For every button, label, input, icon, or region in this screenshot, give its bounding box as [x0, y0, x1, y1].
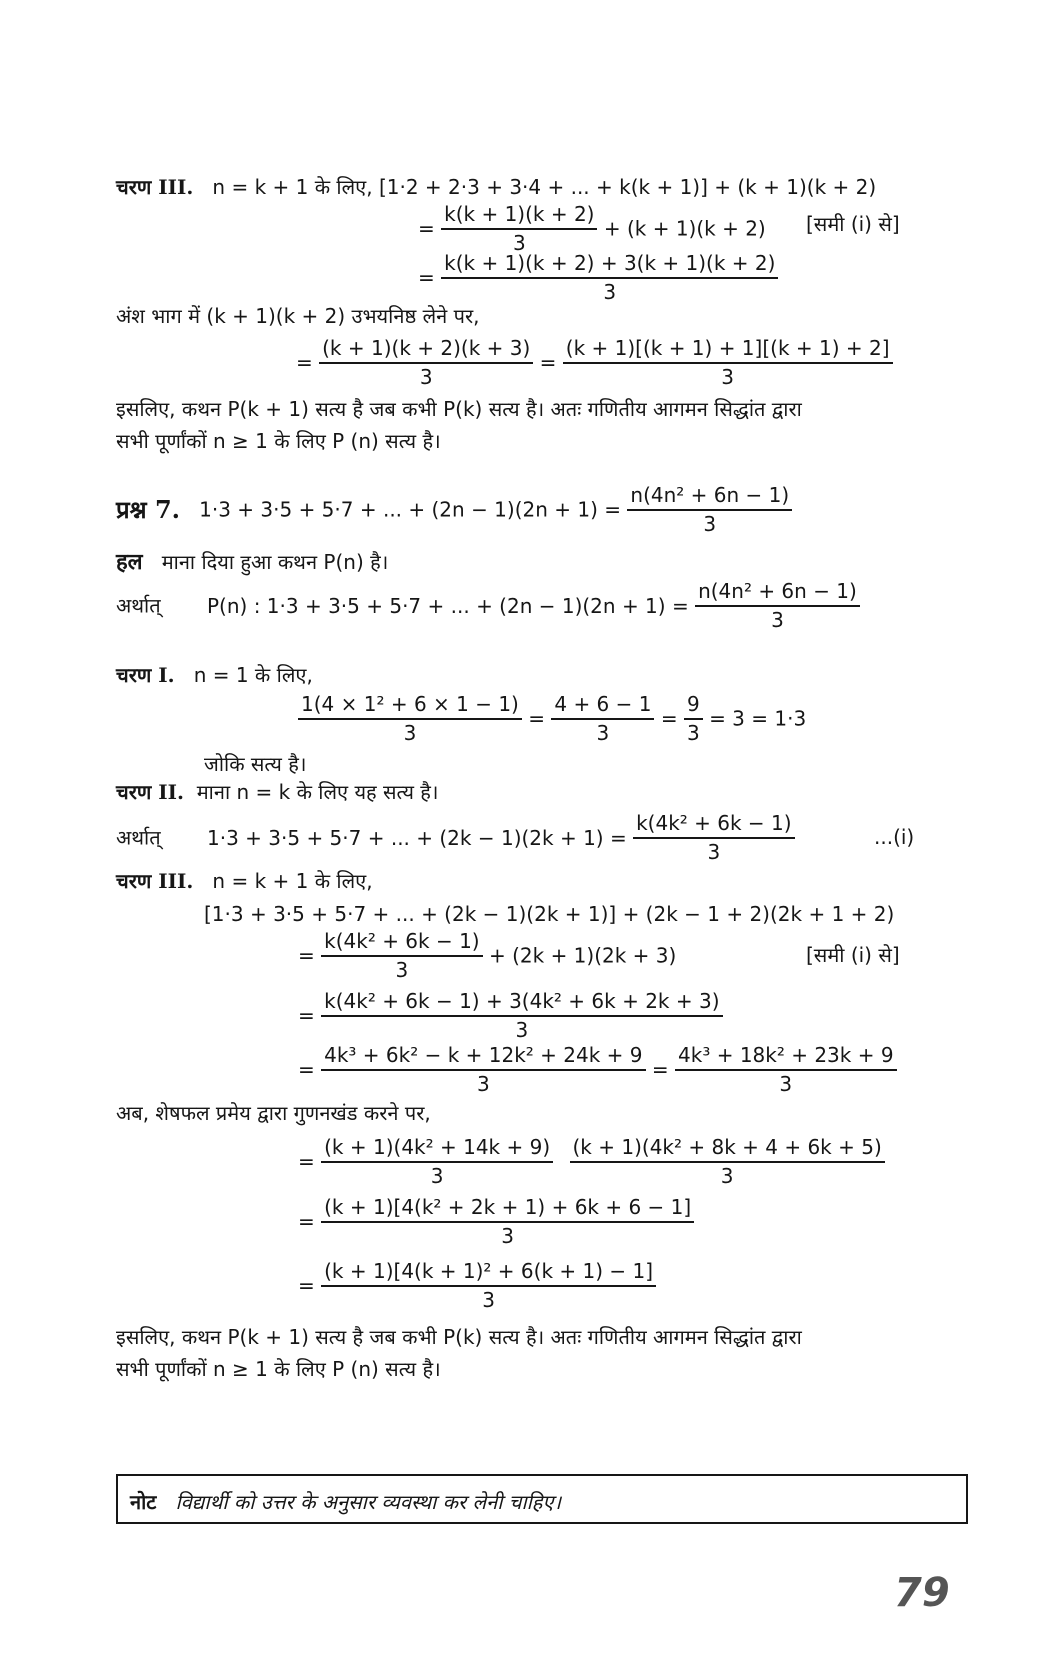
denominator: 3 — [707, 840, 721, 864]
denominator: 3 — [596, 721, 610, 745]
step3-label-prev: चरण III. — [116, 175, 194, 199]
fraction — [321, 1136, 553, 1188]
denominator: 3 — [482, 1288, 495, 1312]
paragraph-text: अब, शेषफल प्रमेय द्वारा गुणनखंड करने पर, — [116, 1101, 431, 1125]
fraction — [321, 990, 722, 1042]
numerator: (k + 1)[(k + 1) + 1][(k + 1) + 2] — [563, 337, 893, 364]
fraction — [627, 484, 792, 536]
equation-line: = $\frac{\text{(k + 1)[4(k + 1)² + 6(k + 1) − 1]}}{3}$ — [298, 1260, 656, 1312]
numerator: (k + 1)(k + 2)(k + 3) — [319, 337, 533, 364]
equation-reference: ...(i) — [874, 825, 915, 849]
equation-line: = $\frac{k(k + 1)(k + 2) + 3(k + 1)(k + 2)}{3}$ — [418, 252, 778, 304]
question-label: प्रश्न 7. — [116, 495, 181, 525]
numerator: 4k³ + 18k² + 23k + 9 — [675, 1044, 897, 1071]
step1-equation: $\frac{\text{1(4 × 1² + 6 × 1 − 1)}}{3}$ = $\frac{4 + 6 - 1}{3}$ = $\frac{9}{3}$ = 3 = 1·3 — [298, 693, 806, 745]
fraction — [441, 252, 778, 304]
fraction — [684, 693, 703, 745]
numerator: 1(4 × 1² + 6 × 1 − 1) — [298, 693, 522, 720]
note-content — [130, 1488, 561, 1515]
numerator: (k + 1)[4(k + 1)² + 6(k + 1) − 1] — [321, 1260, 656, 1287]
numerator: k(4k² + 6k − 1) — [321, 930, 483, 957]
numerator: k(k + 1)(k + 2) + 3(k + 1)(k + 2) — [441, 252, 778, 279]
fraction — [321, 1196, 694, 1248]
solution-label: हल — [116, 549, 143, 575]
arthat-label: अर्थात् — [116, 593, 161, 618]
equation-reference: [समी (i) से] — [806, 943, 900, 967]
page-number: 79 — [894, 1570, 950, 1616]
equation-reference: [समी (i) से] — [806, 212, 900, 236]
fraction — [321, 1044, 645, 1096]
step1-true: जोकि सत्य है। — [204, 752, 307, 776]
denominator: 3 — [721, 365, 735, 389]
conclusion-line: सभी पूर्णांकों n ≥ 1 के लिए P (n) सत्य है। — [116, 429, 441, 453]
numerator: k(k + 1)(k + 2) — [441, 203, 597, 230]
step3-lhs-prev: [1·2 + 2·3 + 3·4 + ... + k(k + 1)] + (k + 1)(k + 2) — [378, 175, 877, 199]
step3-heading — [116, 870, 373, 893]
numerator: (k + 1)(4k² + 14k + 9) — [321, 1136, 553, 1163]
numerator: (k + 1)[4(k² + 2k + 1) + 6k + 6 − 1] — [321, 1196, 694, 1223]
step1-tail: = 3 = 1·3 — [709, 706, 807, 731]
step2-heading — [116, 781, 439, 804]
step3-line-prev — [116, 176, 876, 199]
equation-line: = $\frac{k(k + 1)(k + 2)}{3}$ + (k + 1)(k + 2) — [418, 202, 766, 255]
denominator: 3 — [395, 958, 409, 982]
fraction — [321, 930, 483, 982]
fraction — [563, 337, 893, 389]
fraction — [319, 337, 533, 389]
note-text: विद्यार्थी को उत्तर के अनुसार व्यवस्था कर लेनी चाहिए। — [175, 1490, 562, 1514]
denominator: 3 — [771, 608, 784, 632]
denominator: 3 — [430, 1164, 444, 1188]
fraction — [441, 203, 597, 255]
note-label: नोट — [130, 1490, 157, 1514]
numerator: n(4n² + 6n − 1) — [627, 484, 792, 511]
expression: + (k + 1)(k + 2) — [603, 216, 766, 241]
step3-cond: n = k + 1 के लिए, — [212, 869, 373, 893]
numerator: 4k³ + 6k² − k + 12k² + 24k + 9 — [321, 1044, 645, 1071]
denominator: 3 — [476, 1072, 490, 1096]
fraction — [321, 1260, 656, 1312]
denominator: 3 — [512, 231, 526, 255]
fraction — [551, 693, 654, 745]
step2-lhs: 1·3 + 3·5 + 5·7 + ... + (2k − 1)(2k + 1) = — [207, 825, 627, 850]
conclusion-line: इसलिए, कथन P(k + 1) सत्य है जब कभी P(k) सत्य है। अतः गणितीय आगमन सिद्धांत द्वारा — [116, 1325, 802, 1349]
step3-lhs: [1·3 + 3·5 + 5·7 + ... + (2k − 1)(2k + 1)] + (2k − 1 + 2)(2k + 1 + 2) — [204, 902, 895, 926]
question-7 — [116, 484, 792, 536]
pn-lhs: P(n) : 1·3 + 3·5 + 5·7 + ... + (2n − 1)(2n + 1) = — [207, 593, 689, 618]
denominator: 3 — [779, 1072, 793, 1096]
equation-line: = $\frac{\text{k(4k² + 6k − 1)}}{3}$ + (2k + 1)(2k + 3) — [298, 929, 677, 982]
step2-label: चरण II. — [116, 780, 184, 804]
numerator: k(4k² + 6k − 1) + 3(4k² + 6k + 2k + 3) — [321, 990, 722, 1017]
conclusion-line: इसलिए, कथन P(k + 1) सत्य है जब कभी P(k) सत्य है। अतः गणितीय आगमन सिद्धांत द्वारा — [116, 397, 802, 421]
expression: + (2k + 1)(2k + 3) — [488, 943, 677, 968]
fraction — [695, 580, 860, 632]
numerator: (k + 1)(4k² + 8k + 4 + 6k + 5) — [570, 1136, 885, 1163]
denominator: 3 — [403, 721, 417, 745]
step1-label: चरण I. — [116, 663, 175, 687]
equation-line: = $\frac{\text{4k³ + 6k² − k + 12k² + 24k + 9}}{3}$ = $\frac{\text{4k³ + 18k² + 23k + 9}}{3}$ — [298, 1044, 897, 1096]
step1-cond: n = 1 के लिए, — [193, 663, 313, 687]
numerator: 9 — [684, 693, 703, 720]
step2-equation — [116, 812, 795, 864]
step3-label: चरण III. — [116, 869, 194, 893]
denominator: 3 — [720, 1164, 734, 1188]
step2-text: माना n = k के लिए यह सत्य है। — [196, 780, 439, 804]
solution-intro — [116, 550, 388, 575]
fraction — [298, 693, 522, 745]
arthat-label: अर्थात् — [116, 825, 161, 850]
numerator: 4 + 6 − 1 — [551, 693, 654, 720]
equation-line: = $\frac{\text{k(4k² + 6k − 1) + 3(4k² + 6k + 2k + 3)}}{3}$ — [298, 990, 723, 1042]
conclusion-line: सभी पूर्णांकों n ≥ 1 के लिए P (n) सत्य है। — [116, 1357, 441, 1381]
denominator: 3 — [419, 365, 433, 389]
pn-statement — [116, 580, 860, 632]
solution-intro-text: माना दिया हुआ कथन P(n) है। — [161, 550, 389, 574]
fraction — [675, 1044, 897, 1096]
numerator: k(4k² + 6k − 1) — [633, 812, 795, 839]
denominator: 3 — [703, 512, 717, 536]
equation-line: = $\frac{(k + 1)(k + 2)(k + 3)}{3}$ = $\frac{(k + 1)[(k + 1) + 1][(k + 1) + 2]}{3}$ — [296, 337, 893, 389]
note-box — [116, 1474, 968, 1524]
fraction — [570, 1136, 885, 1188]
fraction — [633, 812, 795, 864]
step3-cond-prev: n = k + 1 के लिए, — [212, 175, 373, 199]
equation-line: = $\frac{\text{(k + 1)(4k² + 14k + 9)}}{3}$ $\frac{\text{(k + 1)(4k² + 8k + 4 + 6k + 5)}}{3}$ — [298, 1136, 885, 1188]
denominator: 3 — [686, 721, 700, 745]
numerator: n(4n² + 6n − 1) — [695, 580, 860, 607]
equation-line: = $\frac{\text{(k + 1)[4(k² + 2k + 1) + 6k + 6 − 1]}}{3}$ — [298, 1196, 694, 1248]
step1-heading — [116, 664, 313, 687]
denominator: 3 — [603, 280, 617, 304]
paragraph-text: अंश भाग में (k + 1)(k + 2) उभयनिष्ठ लेने पर, — [116, 304, 480, 328]
denominator: 3 — [515, 1018, 529, 1042]
question-lhs: 1·3 + 3·5 + 5·7 + ... + (2n − 1)(2n + 1) = — [199, 497, 622, 522]
denominator: 3 — [501, 1224, 515, 1248]
